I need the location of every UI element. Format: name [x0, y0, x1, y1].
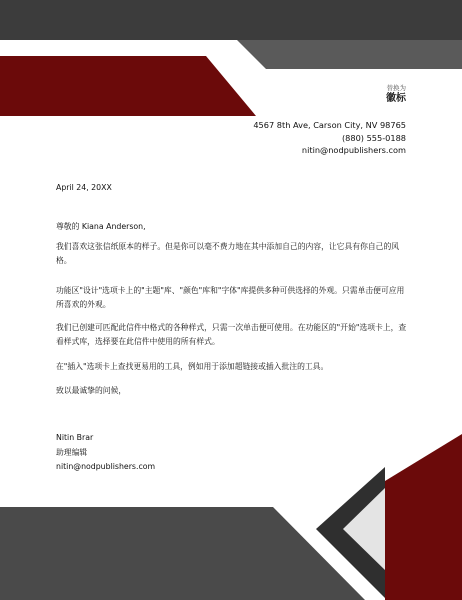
- letter-paragraph-1: 我们喜欢这张信纸原本的样子。但是你可以毫不费力地在其中添加自己的内容，让它具有你自己的风格。: [56, 242, 400, 265]
- logo-sub-label: 替换为: [386, 84, 406, 92]
- header-band: [0, 0, 462, 40]
- signature-block: [56, 431, 155, 475]
- signature-name: Nitin Brar: [56, 433, 94, 442]
- sender-email: nitin@nodpublishers.com: [301, 145, 406, 155]
- letter-greeting: 尊敬的 Kiana Anderson,: [56, 222, 146, 231]
- header-red-shape: [0, 56, 256, 116]
- sender-contact-block: [253, 119, 406, 157]
- signature-title: 助理编辑: [56, 447, 88, 457]
- sender-address: 4567 8th Ave, Carson City, NV 98765: [253, 120, 406, 130]
- letter-paragraph-4: 在"插入"选项卡上查找更易用的工具，例如用于添加超链接或插入批注的工具。: [56, 362, 329, 371]
- footer-red-triangle: [385, 434, 462, 600]
- letter-closing: 致以最诚挚的问候，: [56, 386, 127, 395]
- letter-paragraph-2: 功能区"设计"选项卡上的"主题"库、"颜色"库和"字体"库提供多种可供选择的外观。只需单击便可应用所喜欢的外观。: [56, 286, 405, 309]
- logo-main-label: 徽标: [386, 93, 406, 104]
- logo-placeholder[interactable]: [386, 84, 406, 105]
- footer-gray-shape: [0, 507, 365, 600]
- letter-date: April 24, 20XX: [56, 183, 112, 192]
- header-gray-shape: [237, 40, 462, 69]
- signature-email: nitin@nodpublishers.com: [56, 462, 156, 471]
- sender-phone: (880) 555-0188: [341, 132, 406, 143]
- letter-paragraph-3: 我们已创建可匹配此信件中格式的各种样式，只需一次单击便可使用。在功能区的"开始"选项卡上，查看样式库，选择要在此信件中使用的所有样式。: [56, 323, 407, 346]
